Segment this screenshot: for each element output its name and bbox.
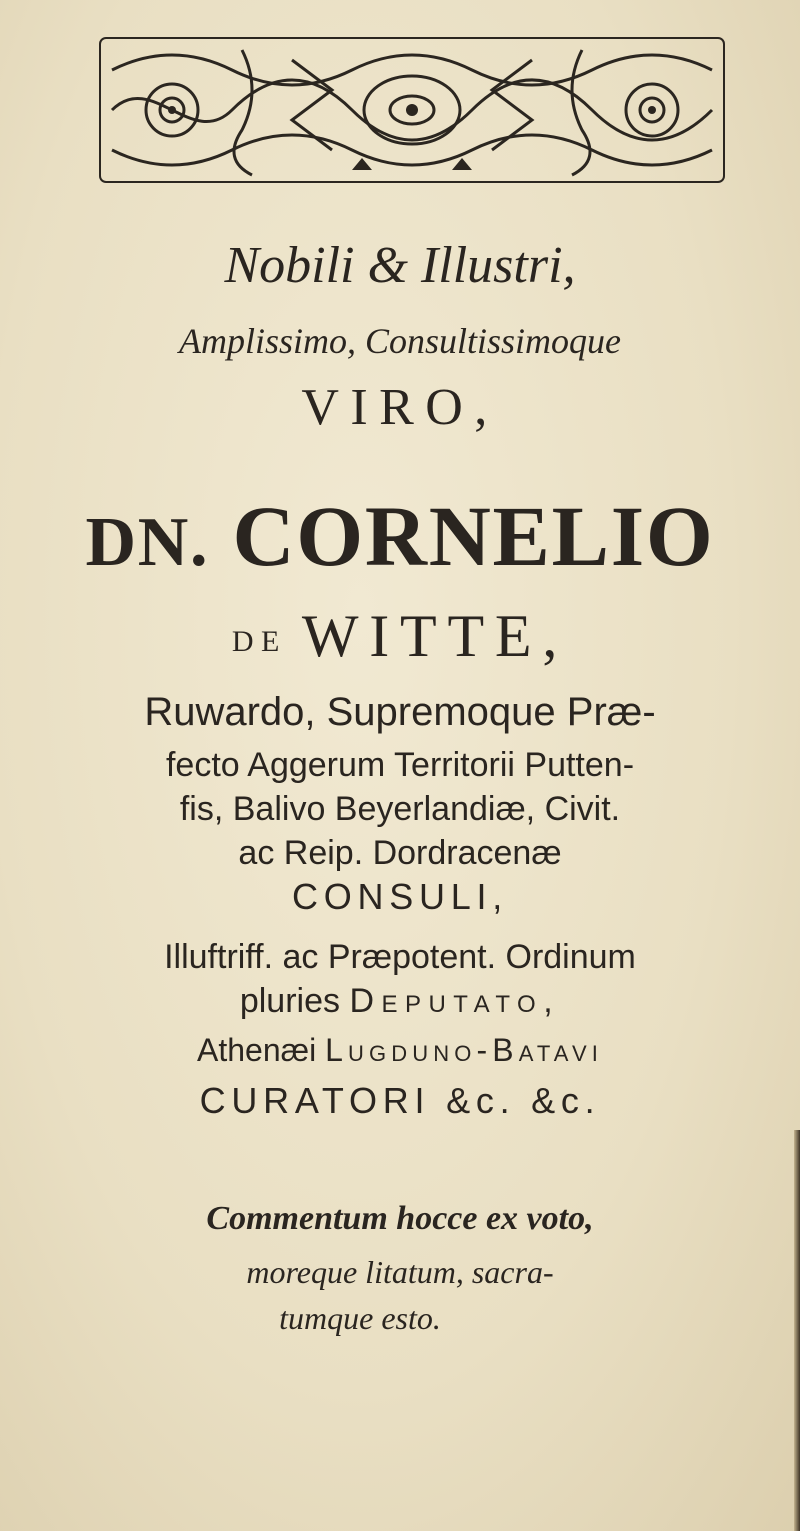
surname-line [0, 602, 800, 671]
title-line-8 [0, 1032, 800, 1069]
title-line-2: fecto Aggerum Territorii Putten- [165, 746, 635, 784]
name-prefix: DN. [85, 504, 210, 581]
title-line-6: Illuftriff. ac Præpotent. Ordinum [164, 938, 636, 976]
athenaei-word: Athenæi [196, 1032, 317, 1068]
name-line [0, 486, 800, 586]
dedication-line-1: Nobili & Illustri, [224, 237, 576, 294]
motto-line-2: moreque litatum, sacra- [246, 1254, 554, 1290]
motto-line-1: Commentum hocce ex voto, [206, 1200, 594, 1237]
motto-line-3: tumque esto. [279, 1300, 441, 1336]
page-edge-shadow [794, 1130, 800, 1531]
lugduno-batavi-word: Lugduno-Batavi [325, 1032, 603, 1068]
curatori-line: CURATORI &c. &c. [199, 1080, 601, 1121]
dedication-line-2: Amplissimo, Consultissimoque [178, 321, 622, 361]
de-particle: DE [231, 625, 287, 659]
title-line-1: Ruwardo, Supremoque Præ- [144, 690, 656, 734]
title-line-4: ac Reip. Dordracenæ [238, 834, 562, 872]
title-line-3: fis, Balivo Beyerlandiæ, Civit. [179, 790, 621, 828]
title-line-7 [0, 982, 800, 1021]
headpiece-ornament [92, 30, 732, 190]
consuli-line: CONSULI, [291, 876, 509, 917]
deputato-word: Deputato, [349, 982, 561, 1020]
surname: WITTE, [301, 603, 569, 669]
pluries-word: pluries [239, 982, 341, 1020]
viro-line: VIRO, [301, 379, 499, 436]
first-name: CORNELIO [232, 488, 715, 584]
